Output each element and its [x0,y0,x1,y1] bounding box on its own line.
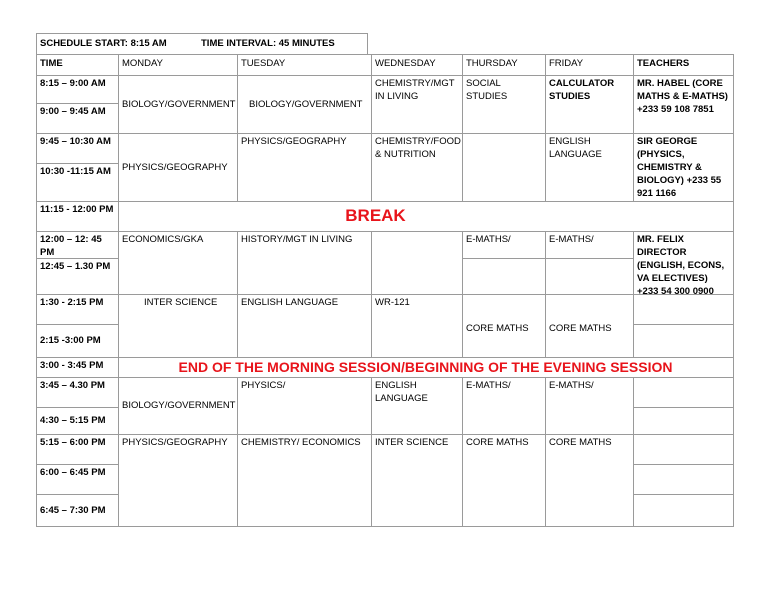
header-top-line [36,33,368,34]
session-banner: END OF THE MORNING SESSION/BEGINNING OF THE EVENING SESSION [178,359,673,375]
time-slot: 4:30 – 5:15 PM [40,415,106,426]
cell-monday-5: BIOLOGY/GOVERNMENT [122,400,236,411]
cell-tuesday-2: PHYSICS/GEOGRAPHY [241,136,347,147]
time-slot: 1:30 - 2:15 PM [40,297,104,308]
teacher-row-line [633,494,733,495]
cell-teacher-3: MR. FELIX DIRECTOR (ENGLISH, ECONS, VA ELECTIVES) +233 54 300 0900 [637,234,725,297]
cell-tuesday-5: PHYSICS/ [241,380,286,391]
teacher-row-line [633,434,733,435]
time-slot: 5:15 – 6:00 PM [40,437,106,448]
cell-friday-3: E-MATHS/ [549,234,594,245]
col-teachers: TEACHERS [637,58,690,69]
cell-wednesday-2: CHEMISTRY/FOOD & NUTRITION [375,136,461,160]
time-interval: TIME INTERVAL: 45 MINUTES [201,38,335,49]
cell-friday-5: E-MATHS/ [549,380,594,391]
header-right-line [367,33,368,54]
cell-thursday-1: SOCIAL STUDIES [466,78,508,102]
cell-monday-4: INTER SCIENCE [144,297,218,308]
cell-thursday-6: CORE MATHS [466,437,529,448]
cell-tuesday-6: CHEMISTRY/ ECONOMICS [241,437,361,448]
cell-tuesday-3: HISTORY/MGT IN LIVING [241,234,353,245]
teacher-row-line [633,407,733,408]
cell-teacher-1: MR. HABEL (CORE MATHS & E-MATHS) +233 59 108 7851 [637,78,728,115]
time-slot: 9:00 – 9:45 AM [40,106,106,117]
cell-tuesday-4: ENGLISH LANGUAGE [241,297,339,308]
col-line [633,377,634,526]
time-slot: 6:00 – 6:45 PM [40,467,106,478]
cell-monday-2: PHYSICS/GEOGRAPHY [122,161,228,173]
cell-friday-1: CALCULATOR STUDIES [549,78,615,102]
break-banner: BREAK [345,206,406,225]
teacher-row-line [633,324,733,325]
time-slot: 9:45 – 10:30 AM [40,136,111,147]
cell-thursday-5: E-MATHS/ [466,380,511,391]
time-slot: 2:15 -3:00 PM [40,335,101,346]
teacher-row-line [633,201,733,202]
cell-wednesday-6: INTER SCIENCE [375,437,449,448]
grid-bottom [36,526,734,527]
schedule-start: SCHEDULE START: 8:15 AM [40,38,167,49]
time-slot: 3:45 – 4.30 PM [40,380,105,391]
col-time: TIME [40,58,63,69]
cell-thursday-3: E-MATHS/ [466,234,511,245]
cell-monday-6: PHYSICS/GEOGRAPHY [122,437,228,448]
col-tuesday: TUESDAY [241,58,286,69]
time-slot: 12:00 – 12: 45 PM [40,234,102,258]
cell-teacher-2: SIR GEORGE (PHYSICS, CHEMISTRY & BIOLOGY) +233 55 921 1166 [637,136,722,199]
cell-tuesday-1: BIOLOGY/GOVERNMENT [249,98,363,110]
cell-friday-4: CORE MATHS [549,323,612,334]
col-friday: FRIDAY [549,58,584,69]
time-slot: 3:00 - 3:45 PM [40,360,104,371]
cell-monday-3: ECONOMICS/GKA [122,234,204,245]
teacher-row-line [633,377,733,378]
cell-wednesday-5: ENGLISH LANGUAGE [375,380,428,404]
col-thursday: THURSDAY [466,58,518,69]
col-wednesday: WEDNESDAY [375,58,436,69]
grid-right [733,54,734,527]
cell-friday-6: CORE MATHS [549,437,612,448]
cell-friday-2: ENGLISH LANGUAGE [549,136,602,160]
time-slot: 8:15 – 9:00 AM [40,78,106,89]
time-slot: 10:30 -11:15 AM [40,166,111,177]
time-slot: 6:45 – 7:30 PM [40,504,106,516]
time-slot: 12:45 – 1.30 PM [40,261,111,272]
cell-monday-1: BIOLOGY/GOVERNMENT [122,98,236,110]
row-line-thu-fri [462,258,633,259]
cell-wednesday-1: CHEMISTRY/MGT IN LIVING [375,78,455,102]
col-monday: MONDAY [122,58,163,69]
teacher-row-line [633,464,733,465]
cell-thursday-4: CORE MATHS [466,323,529,334]
cell-wednesday-4: WR-121 [375,297,410,308]
time-slot: 11:15 - 12:00 PM [40,204,114,215]
